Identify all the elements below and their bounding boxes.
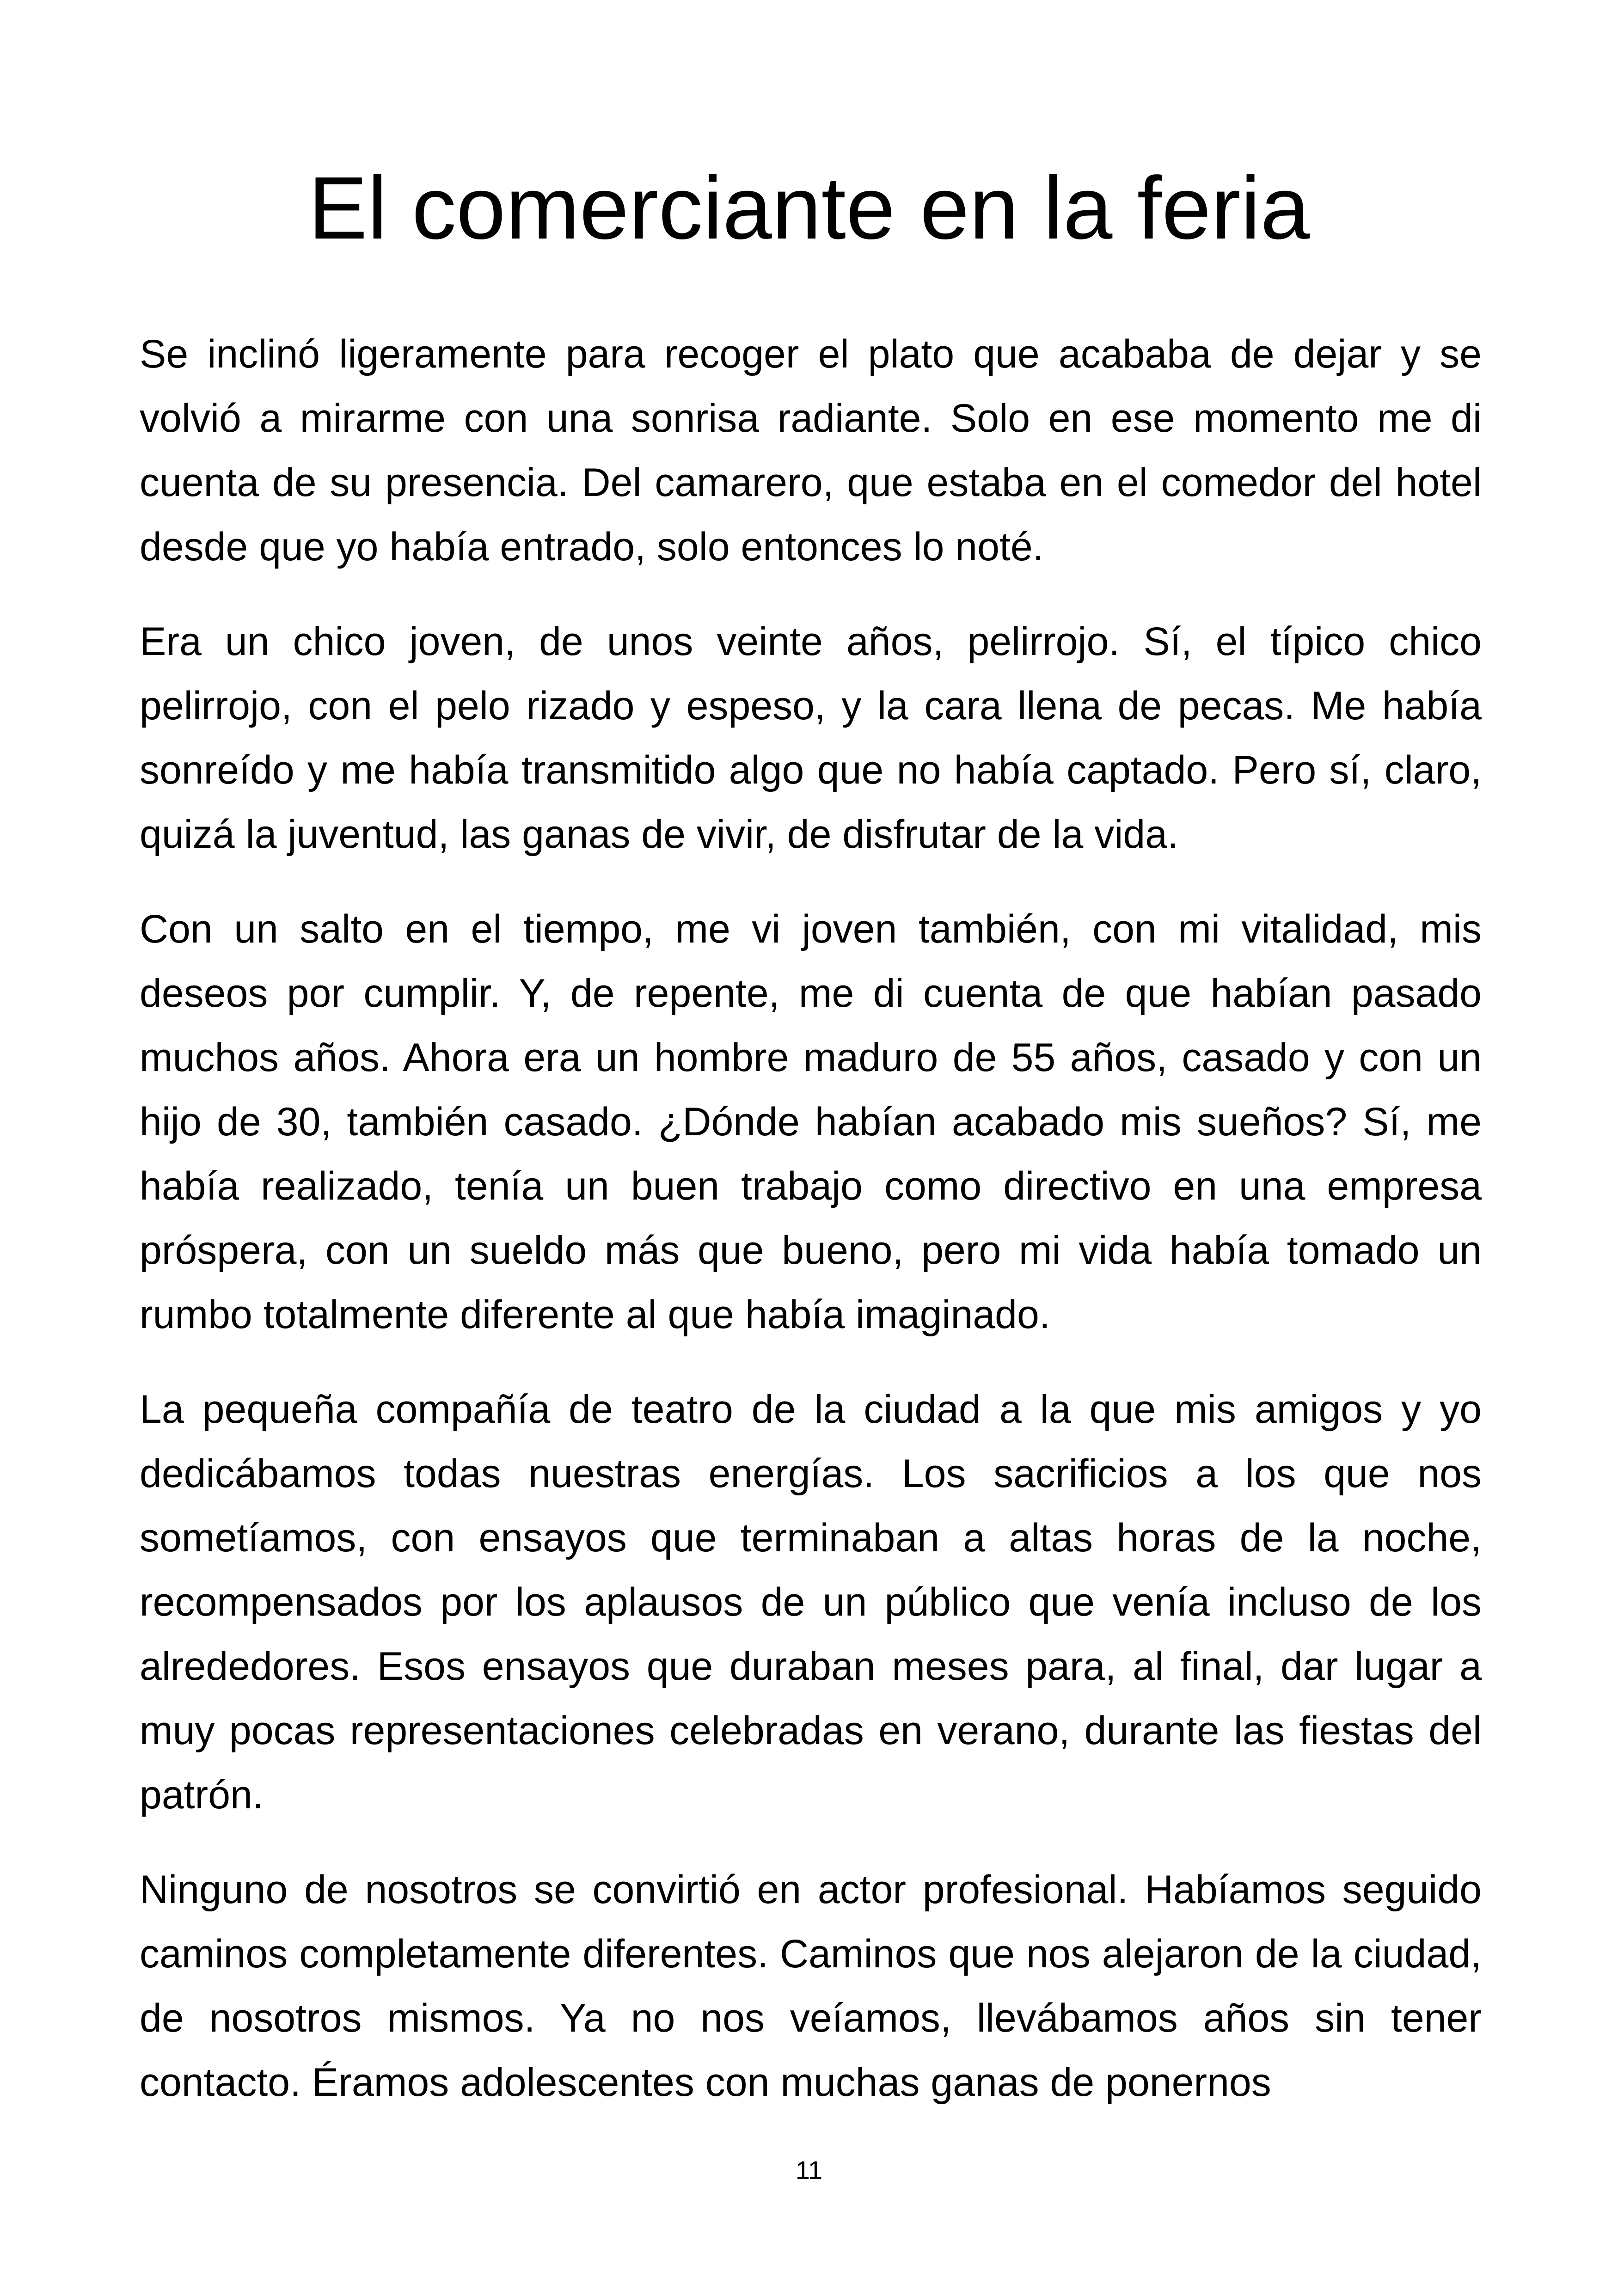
body-text [140,322,1482,2145]
paragraph-4: La pequeña compañía de teatro de la ciudad a la que mis amigos y yo dedicábamos todas nuestras energías. Los sacrificios a los que nos sometíamos, con ensayos que terminaban a altas horas de la noche, recompensados por los aplausos de un público que venía incluso de los alrededores. Esos ensayos que duraban meses para, al final, dar lugar a muy pocas representaciones celebradas en verano, durante las fiestas del patrón. [140,1387,1482,1817]
page-number: 11 [795,2155,823,2185]
chapter-title: El comerciante en la feria [308,158,1310,257]
paragraph-1: Se inclinó ligeramente para recoger el plato que acababa de dejar y se volvió a mirarme con una sonrisa radiante. Solo en ese momento me di cuenta de su presencia. Del camarero, que estaba en el comedor del hotel desde que yo había entrado, solo entonces lo noté. [140,332,1482,569]
paragraph-5: Ninguno de nosotros se convirtió en actor profesional. Habíamos seguido caminos completamente diferentes. Caminos que nos alejaron de la ciudad, de nosotros mismos. Ya no nos veíamos, llevábamos años sin tener contacto. Éramos adolescentes con muchas ganas de ponernos [140,1867,1482,2105]
paragraph-3: Con un salto en el tiempo, me vi joven también, con mi vitalidad, mis deseos por cumplir. Y, de repente, me di cuenta de que habían pasado muchos años. Ahora era un hombre maduro de 55 años, casado y con un hijo de 30, también casado. ¿Dónde habían acabado mis sueños? Sí, me había realizado, tenía un buen trabajo como directivo en una empresa próspera, con un sueldo más que bueno, pero mi vida había tomado un rumbo totalmente diferente al que había imaginado. [140,907,1482,1337]
paragraph-2: Era un chico joven, de unos veinte años, pelirrojo. Sí, el típico chico pelirrojo, con el pelo rizado y espeso, y la cara llena de pecas. Me había sonreído y me había transmitido algo que no había captado. Pero sí, claro, quizá la juventud, las ganas de vivir, de disfrutar de la vida. [140,619,1482,857]
